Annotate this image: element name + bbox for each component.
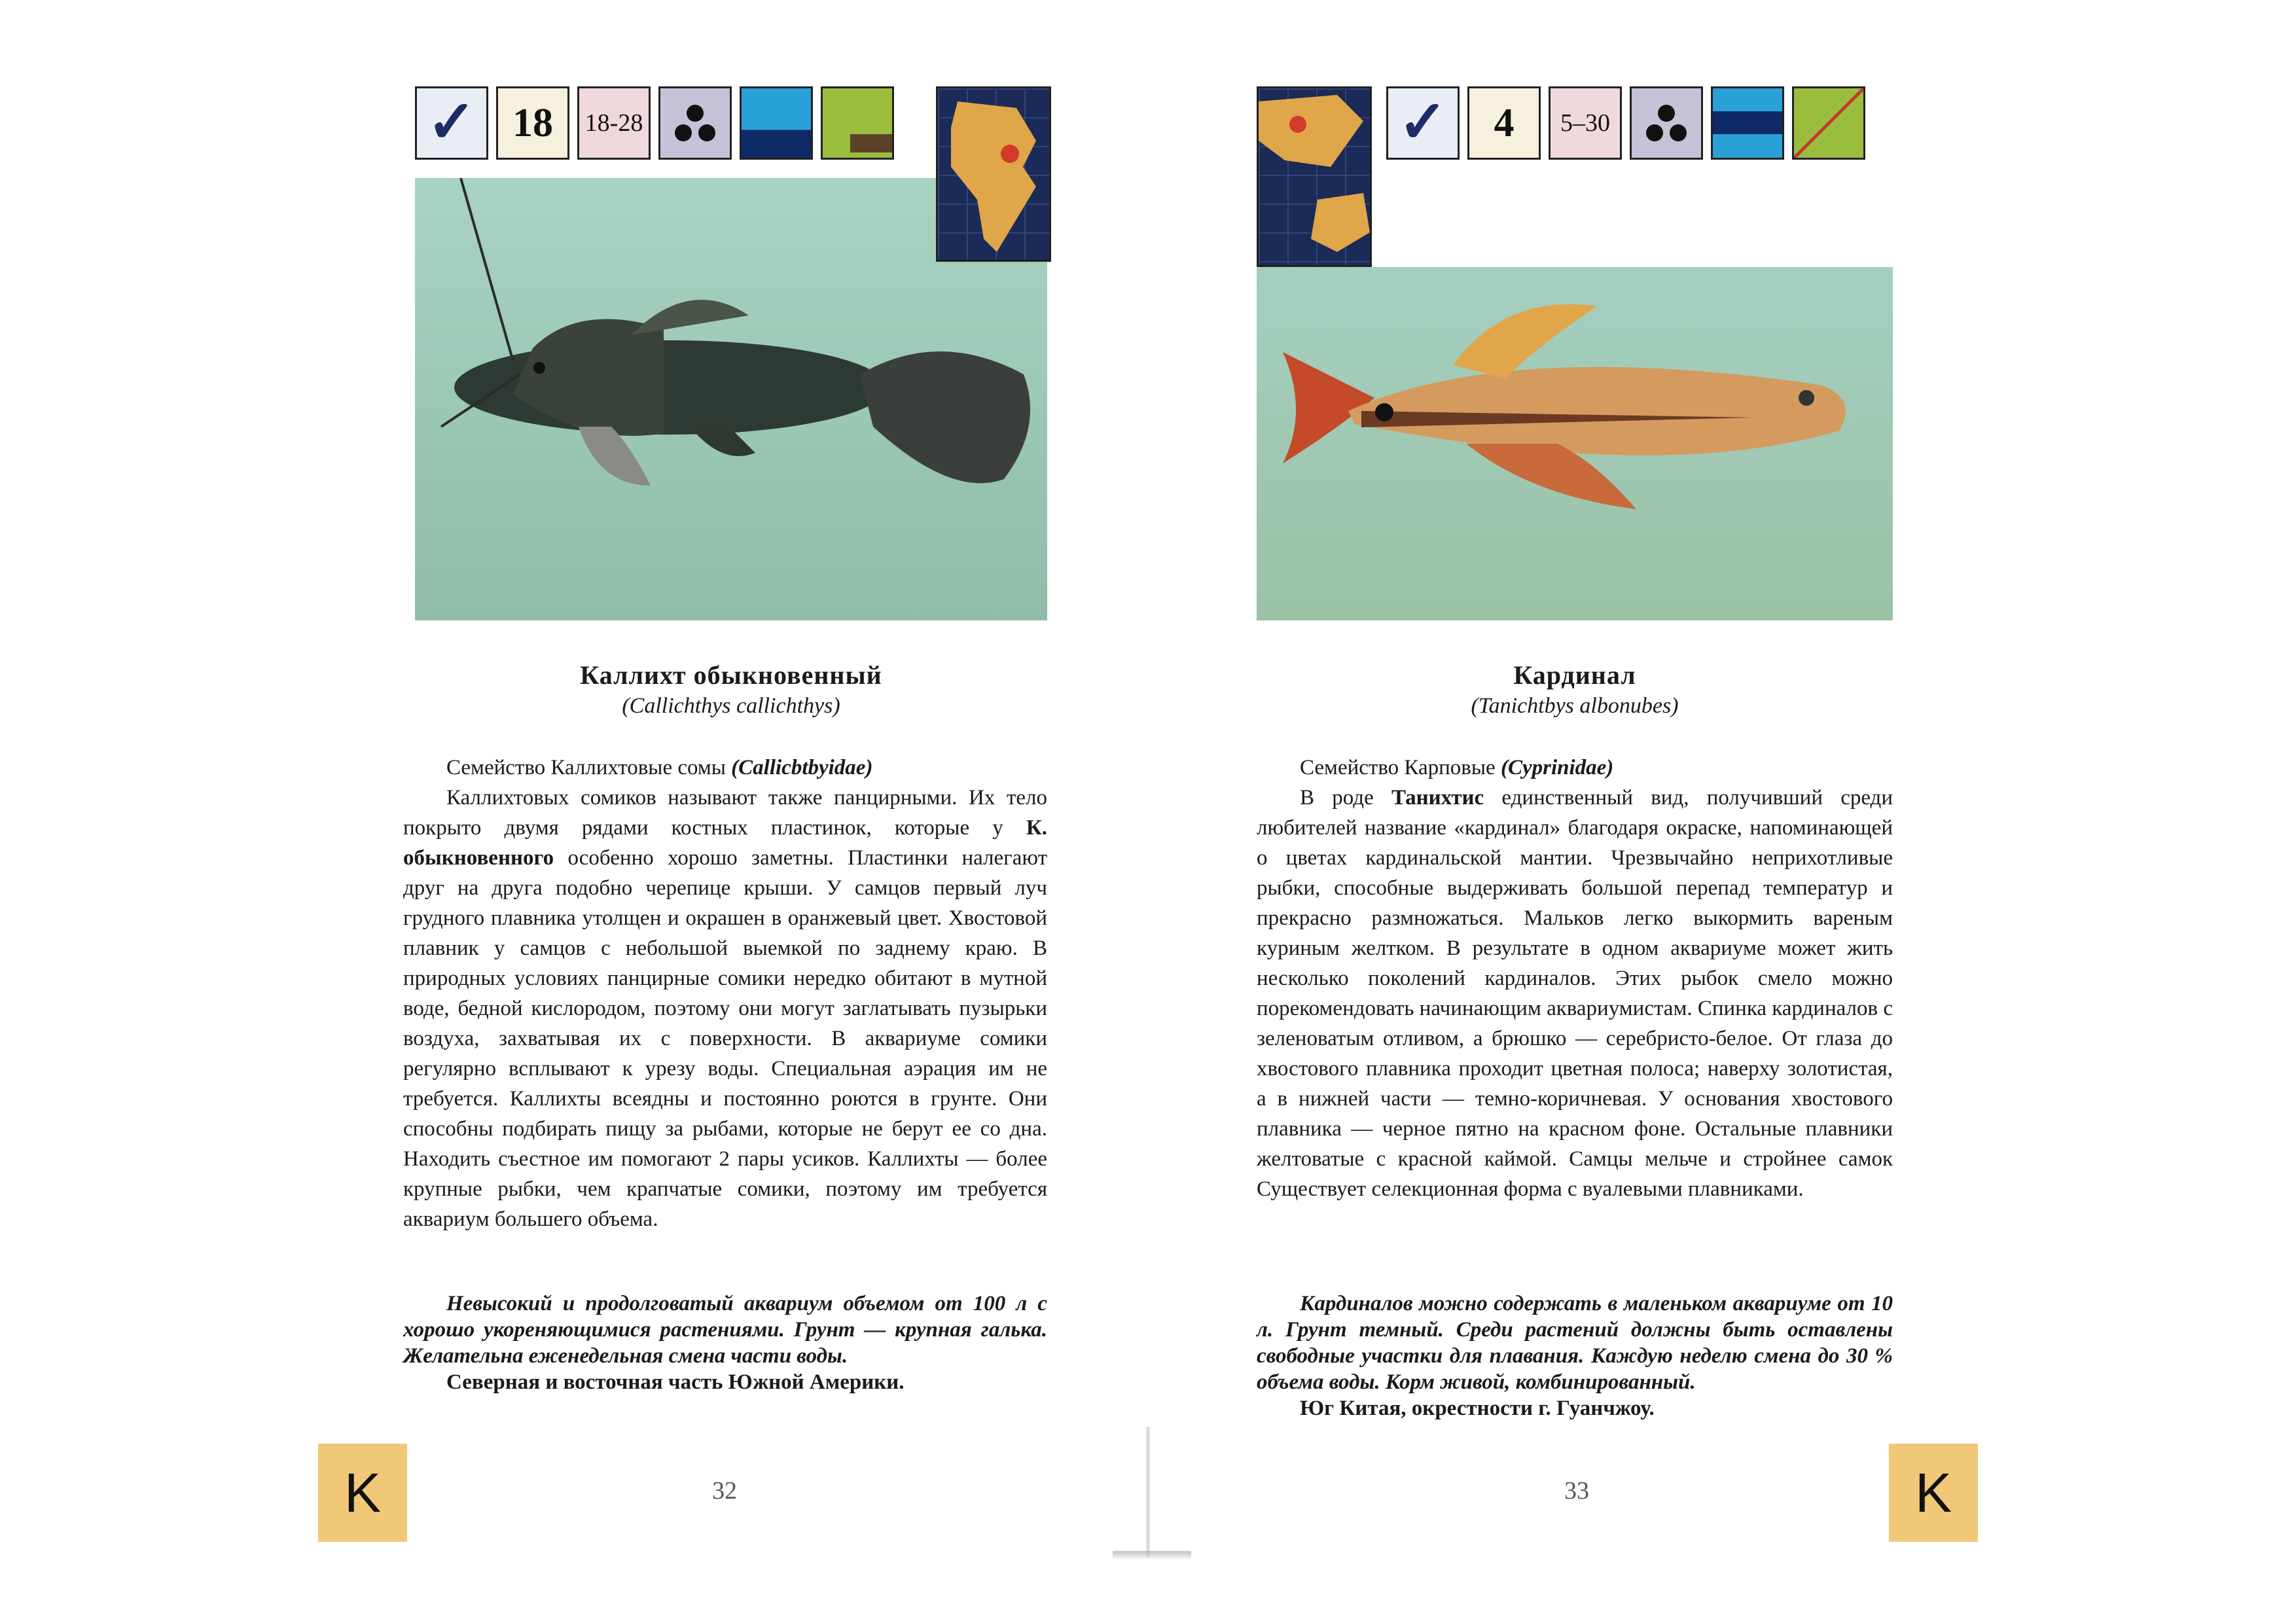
page-number: 32 xyxy=(712,1477,737,1505)
index-tab: K xyxy=(1889,1444,1978,1542)
species-title: Каллихт обыкновенный xyxy=(580,660,882,690)
temperature-icon: 18-28 xyxy=(577,86,651,160)
description-paragraph: В роде Танихтис единственный вид, получивший среди любителей название «кардинал» благодаря окраске, напоминающей о цветах кардинальской мантии. Чрезвычайно неприхотливые рыбки, способные выдерживать большой перепад температур и прекрасно размножаться. Мальков легко выкормить вареным куриным желтком. В результате в одном аквариуме может жить несколько поколений кардиналов. Этих рыбок смело можно порекомендовать начинающим аквариумистам. Спинка кардиналов с зеленоватым отливом, а брюшко — серебристо-белое. От глаза до хвостового плавника проходит цветная полоса; наверху золотистая, а в нижней части — темно-коричневая. У основания хвостового плавника — черное пятно на красном фоне. Остальные плавники желтоватые с красной каймой. Самцы мельче и стройнее самок Существует селекционная форма с вуалевыми плавниками. xyxy=(1257,786,1893,1201)
icon-strip xyxy=(1386,86,1865,165)
species-latin-name: (Callichthys callichthys) xyxy=(622,694,840,718)
check-icon: ✓ xyxy=(415,86,488,160)
fish-photo-tanichthys xyxy=(1257,267,1893,620)
group-icon xyxy=(1630,86,1703,160)
species-title: Кардинал xyxy=(1513,660,1636,690)
tanichthys-illustration xyxy=(1257,267,1893,620)
family-line: Семейство Каллихтовые сомы (Callicbtbyidae) xyxy=(446,756,873,779)
habitat-region: Юг Китая, окрестности г. Гуанчжоу. xyxy=(1300,1397,1655,1420)
index-tab: K xyxy=(318,1444,407,1542)
family-line: Семейство Карповые (Cyprinidae) xyxy=(1300,756,1614,779)
size-icon: 18 xyxy=(496,86,569,160)
plants-icon xyxy=(821,86,894,160)
water-level-icon xyxy=(1711,86,1784,160)
care-notes: Кардиналов можно содержать в маленьком аквариуме от 10 л. Грунт темный. Среди растений должны быть оставлены свободные участки для плавания. Каждую неделю смена до 30 % объема воды. Корм живой, комбинированный. Юг Китая, окрестности г. Гуанчжоу. xyxy=(1257,1292,1893,1420)
temperature-icon: 5–30 xyxy=(1549,86,1622,160)
size-icon: 4 xyxy=(1467,86,1541,160)
right-page xyxy=(1148,0,2296,1623)
water-level-icon xyxy=(740,86,813,160)
plants-icon xyxy=(1792,86,1865,160)
care-notes: Невысокий и продолговатый аквариум объемом от 100 л с хорошо укореняющимися растениями. Грунт — крупная галька. Желательна еженедельная смена части воды. Северная и восточная часть Южной Америки. xyxy=(403,1292,1047,1394)
species-description xyxy=(1257,753,1893,1204)
page-number: 33 xyxy=(1564,1477,1589,1505)
check-icon: ✓ xyxy=(1386,86,1460,160)
species-latin-name: (Tanichtbys albonubes) xyxy=(1471,694,1679,718)
icon-strip xyxy=(415,86,894,165)
habitat-region: Северная и восточная часть Южной Америки. xyxy=(446,1370,905,1394)
species-description xyxy=(403,753,1047,1234)
range-map-icon xyxy=(936,86,1051,262)
description-paragraph: Каллихтовых сомиков называют также панцирными. Их тело покрыто двумя рядами костных пластинок, которые у К. обыкновенного особенно хорошо заметны. Пластинки налегают друг на друга подобно черепице крыши. У самцов первый луч грудного плавника утолщен и окрашен в оранжевый цвет. Хвостовой плавник у самцов с небольшой выемкой по заднему краю. В природных условиях панцирные сомики нередко обитают в мутной воде, бедной кислородом, поэтому они могут заглатывать пузырьки воздуха, захватывая их с поверхности. В аквариуме сомики регулярно всплывают к урезу воды. Специальная аэрация им не требуется. Каллихты всеядны и постоянно роются в грунте. Они способны подбирать пищу за рыбами, которые не берут ее со дна. Находить съестное им помогают 2 пары усиков. Каллихты — более крупные рыбки, чем крапчатые сомики, поэтому им требуется аквариум большего объема. xyxy=(403,786,1047,1231)
group-icon xyxy=(658,86,732,160)
range-map-icon xyxy=(1257,86,1372,267)
